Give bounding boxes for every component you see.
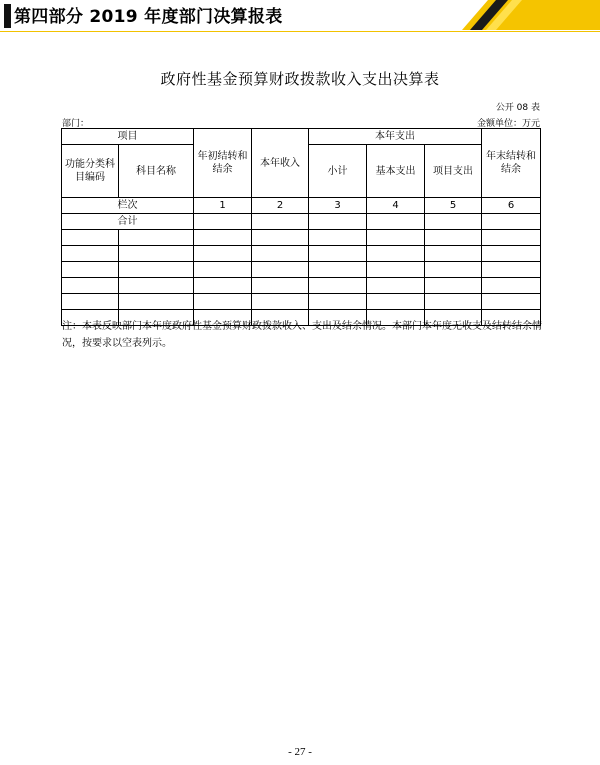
table-cell [252,214,309,230]
header-func-code: 功能分类科目编码 [62,145,119,198]
col-number: 6 [482,198,541,214]
table-cell [309,214,367,230]
table-cell [309,230,367,246]
table-cell [482,262,541,278]
row-label: 栏次 [62,198,194,214]
document-title: 政府性基金预算财政拨款收入支出决算表 [160,70,440,88]
table-cell [367,262,425,278]
table-cell [119,246,194,262]
table-cell [62,294,119,310]
header-divider [0,31,600,32]
header-item: 项目 [62,129,194,145]
col-number: 2 [252,198,309,214]
table-row [62,278,541,294]
header-expense: 本年支出 [309,129,482,145]
table-cell [425,246,482,262]
table-cell [482,230,541,246]
table-cell [194,246,252,262]
table-note: 注：本表反映部门本年度政府性基金预算财政拨款收入、支出及结余情况。本部门本年度无收支及结转结余情况，按要求以空表列示。 [62,321,542,349]
header-begin-balance: 年初结转和结余 [194,129,252,198]
table-cell [119,294,194,310]
table-cell [62,246,119,262]
table-row [62,262,541,278]
total-label: 合计 [62,214,194,230]
table-cell [252,262,309,278]
table-cell [119,230,194,246]
table-cell [367,278,425,294]
table-cell [425,294,482,310]
col-number: 1 [194,198,252,214]
header-marker-bar [4,4,11,28]
table-cell [62,230,119,246]
table-cell [309,278,367,294]
table-cell [119,278,194,294]
table-cell [367,294,425,310]
table-cell [309,294,367,310]
fund-budget-table [61,128,541,326]
table-cell [425,262,482,278]
table-row [62,230,541,246]
table-cell [482,294,541,310]
header-income: 本年收入 [252,129,309,198]
table-cell [252,230,309,246]
table-cell [367,230,425,246]
col-number: 4 [367,198,425,214]
table-cell [194,230,252,246]
col-number: 3 [309,198,367,214]
table-cell [62,262,119,278]
table-cell [482,278,541,294]
table-cell [367,214,425,230]
table-cell [309,262,367,278]
table-cell [194,294,252,310]
table-cell [119,262,194,278]
table-cell [425,278,482,294]
table-cell [482,246,541,262]
table-cell [194,214,252,230]
column-number-row [62,198,541,214]
header-project: 项目支出 [425,145,482,198]
col-number: 5 [425,198,482,214]
header-basic: 基本支出 [367,145,425,198]
department-label: 部门： [62,119,90,129]
table-cell [425,230,482,246]
table-row [62,246,541,262]
header-subtotal: 小计 [309,145,367,198]
page-header [0,0,600,36]
table-cell [194,262,252,278]
table-cell [252,278,309,294]
table-cell [252,246,309,262]
header-end-balance: 年末结转和结余 [482,129,541,198]
table-cell [252,294,309,310]
total-row [62,214,541,230]
header-item-name: 科目名称 [119,145,194,198]
table-row [62,294,541,310]
table-cell [62,278,119,294]
table-cell [194,278,252,294]
page-number: - 27 - [288,746,312,758]
table-code: 公开 08 表 [495,103,540,113]
table-cell [425,214,482,230]
section-title: 第四部分 2019 年度部门决算报表 [14,7,283,27]
table-cell [309,246,367,262]
header-row-1 [62,129,541,145]
table-cell [482,214,541,230]
table-cell [367,246,425,262]
amount-unit: 金额单位：万元 [476,119,540,129]
